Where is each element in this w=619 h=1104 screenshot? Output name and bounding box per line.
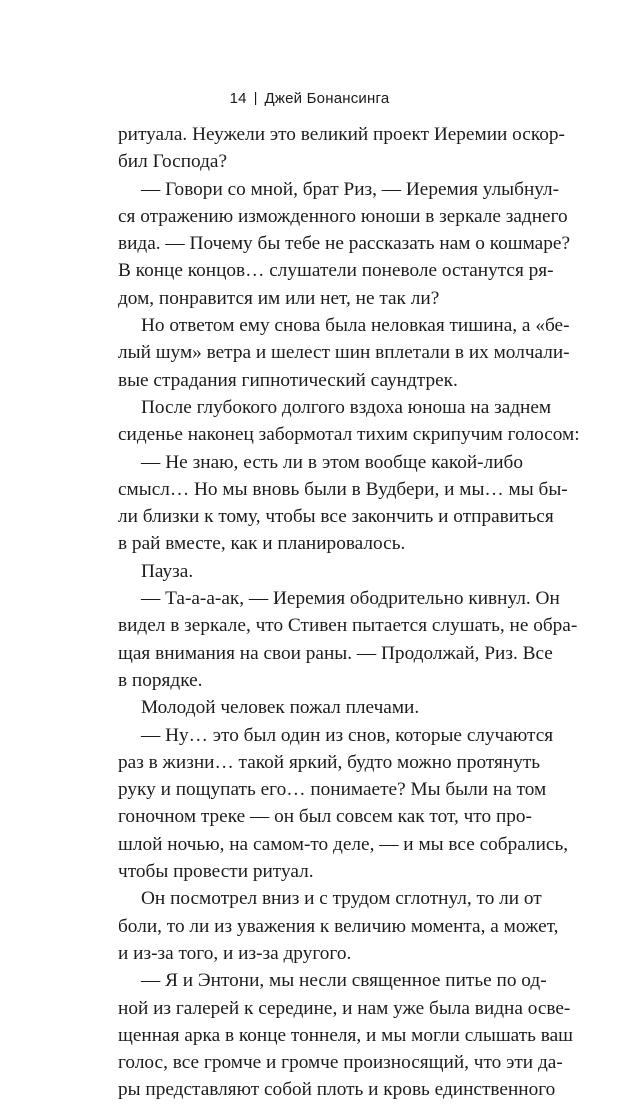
- text-line: Молодой человек пожал плечами.: [141, 697, 420, 719]
- text-line: щая внимания на свои раны. — Продолжай, Риз. Все: [118, 642, 553, 664]
- running-head: [0, 89, 619, 107]
- text-line: руку и пощупать его… понимаете? Мы были на том: [118, 779, 547, 801]
- text-line: ритуала. Неужели это великий проект Иеремии оскор-: [118, 124, 565, 145]
- body-text: [118, 121, 580, 1104]
- text-line: щенная арка в конце тоннеля, и мы могли слышать ваш: [118, 1024, 574, 1046]
- text-line: После глубокого долгого вздоха юноша на заднем: [141, 396, 552, 418]
- text-line: — Та-а-а-ак, — Иеремия ободрительно кивнул. Он: [141, 588, 560, 610]
- text-line: В конце концов… слушатели поневоле останутся ря-: [118, 260, 554, 282]
- text-line: бил Господа?: [118, 151, 228, 173]
- text-line: ной из галерей к середине, и нам уже была видна осве-: [118, 997, 571, 1019]
- text-line: ся отражению изможденного юноши в зеркале заднего: [118, 205, 568, 227]
- text-line: — Говори со мной, брат Риз, — Иеремия улыбнул-: [141, 178, 560, 200]
- text-line: смысл… Но мы вновь были в Вудбери, и мы… мы бы-: [118, 478, 568, 500]
- text-line: и из-за того, и из-за другого.: [118, 942, 352, 964]
- text-line: — Я и Энтони, мы несли священное питье по од-: [141, 970, 547, 992]
- text-line: в рай вместе, как и планировалось.: [118, 533, 406, 555]
- text-line: Он посмотрел вниз и с трудом сглотнул, то ли от: [141, 888, 542, 910]
- header-separator: |: [253, 89, 258, 105]
- text-line: вые страдания гипнотический саундтрек.: [118, 369, 458, 391]
- text-line: гоночном треке — он был совсем как тот, что про-: [118, 806, 532, 828]
- text-line: лый шум» ветра и шелест шин вплетали в их молчали-: [118, 342, 570, 364]
- text-line: раз в жизни… такой яркий, будто можно протянуть: [118, 751, 541, 773]
- text-line: ры представляют собой плоть и кровь единственного: [118, 1079, 556, 1101]
- text-line: — Ну… это был один из снов, которые случаются: [141, 724, 554, 746]
- text-line: чтобы провести ритуал.: [118, 861, 314, 883]
- text-line: вида. — Почему бы тебе не рассказать нам о кошмаре?: [118, 233, 570, 255]
- text-line: — Не знаю, есть ли в этом вообще какой-либо: [141, 451, 523, 473]
- text-line: сиденье наконец забормотал тихим скрипучим голосом:: [118, 424, 580, 446]
- text-line: ли близки к тому, чтобы все закончить и отправиться: [118, 506, 554, 528]
- text-line: видел в зеркале, что Стивен пытается слушать, не обра-: [118, 615, 578, 637]
- page-number: 14: [229, 90, 247, 107]
- text-line: шлой ночью, на самом-то деле, — и мы все собрались,: [118, 833, 569, 855]
- text-line: боли, то ли из уважения к величию момента, а может,: [118, 915, 559, 937]
- text-line: дом, понравится им или нет, не так ли?: [118, 287, 440, 309]
- text-line: Пауза.: [141, 560, 194, 582]
- text-line: в порядке.: [118, 669, 203, 691]
- text-line: голос, все громче и громче произносящий, что эти да-: [118, 1052, 563, 1074]
- author-name: Джей Бонансинга: [264, 90, 390, 107]
- text-line: Но ответом ему снова была неловкая тишина, а «бе-: [141, 315, 570, 337]
